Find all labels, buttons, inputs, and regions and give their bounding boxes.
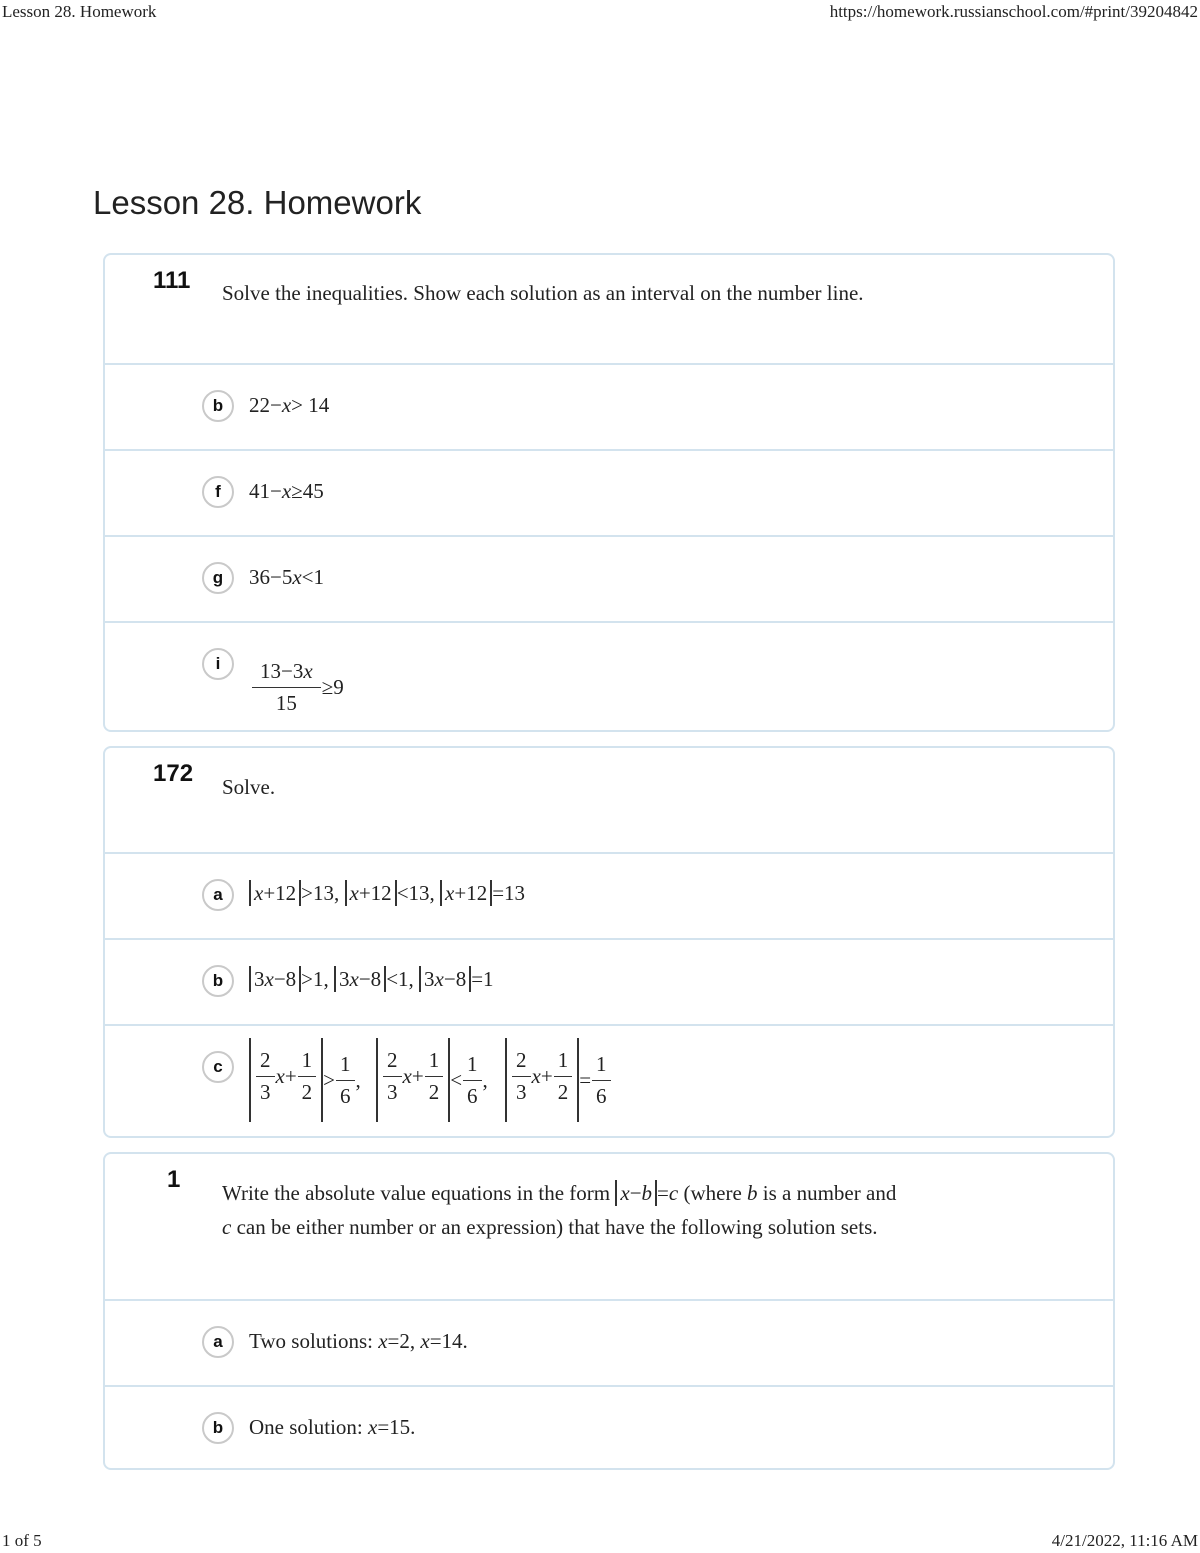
- problem-number: 1: [167, 1166, 181, 1193]
- page-count: 1 of 5: [2, 1531, 42, 1550]
- problem-part: [105, 363, 1113, 449]
- part-letter-badge: a: [202, 879, 234, 911]
- problem-card-111: [103, 253, 1115, 732]
- part-expression: 3x−8 >1, 3x−8 <1, 3x−8 =1: [249, 966, 494, 992]
- part-expression: $\frac{13-3x}{15}$ ≥9: [251, 659, 344, 716]
- problem-part: [105, 1024, 1113, 1136]
- print-timestamp: 4/21/2022, 11:16 AM: [1051, 1531, 1198, 1550]
- part-letter-badge: b: [202, 965, 234, 997]
- problem-part: [105, 535, 1113, 621]
- print-page-title: Lesson 28. Homework: [2, 2, 157, 21]
- print-header: [0, 2, 1200, 24]
- problem-prompt: Solve the inequalities. Show each solution as an interval on the number line.: [222, 281, 864, 305]
- problem-card-1: [103, 1152, 1115, 1470]
- problem-part: [105, 852, 1113, 938]
- page-title: Lesson 28. Homework: [93, 184, 422, 221]
- problem-part: [105, 1385, 1113, 1468]
- problem-header: [105, 748, 1113, 852]
- problem-header: [105, 255, 1113, 363]
- part-letter-badge: f: [202, 476, 234, 508]
- problem-card-172: [103, 746, 1115, 1138]
- problem-number: 172: [153, 760, 194, 787]
- print-footer: [0, 1531, 1200, 1553]
- part-expression: 22−x> 14: [249, 393, 330, 417]
- part-expression: 41−x≥45: [249, 479, 324, 503]
- problem-prompt: Solve.: [222, 775, 276, 799]
- problem-part: [105, 449, 1113, 535]
- part-letter-badge: b: [202, 390, 234, 422]
- problem-header: [105, 1154, 1113, 1299]
- part-expression: One solution: x=15.: [249, 1415, 416, 1439]
- problem-part: [105, 938, 1113, 1024]
- part-letter-badge: b: [202, 1412, 234, 1444]
- problem-prompt: Write the absolute value equations in the form x−b =c (where b is a number and c can be either number or an expression) that have the following solution sets.: [222, 1181, 897, 1239]
- part-expression: 36−5x<1: [249, 565, 325, 589]
- part-letter-badge: i: [202, 648, 234, 680]
- part-letter-badge: g: [202, 562, 234, 594]
- part-letter-badge: a: [202, 1326, 234, 1358]
- problem-number: 111: [153, 267, 191, 294]
- part-expression: Two solutions: x=2, x=14.: [249, 1329, 468, 1353]
- part-expression: $\frac{2}{3}$ x+ $\frac{1}{2}$ > $\frac{1}{6}$ , $\frac{2}{3}$ x+ $\frac{1}{2}$ < $\frac{1}{6}$ , $\frac{2}{3}$ x+ $\frac{1}{2}$ = $\frac{1}{6}$: [249, 1038, 612, 1122]
- print-url: https://homework.russianschool.com/#print/39204842: [829, 2, 1198, 21]
- problem-part: [105, 621, 1113, 730]
- part-expression: x+12 >13, x+12 <13, x+12 =13: [249, 880, 525, 906]
- problem-part: [105, 1299, 1113, 1385]
- part-letter-badge: c: [202, 1051, 234, 1083]
- fraction: $\frac{13-3x}{15}$: [252, 659, 321, 716]
